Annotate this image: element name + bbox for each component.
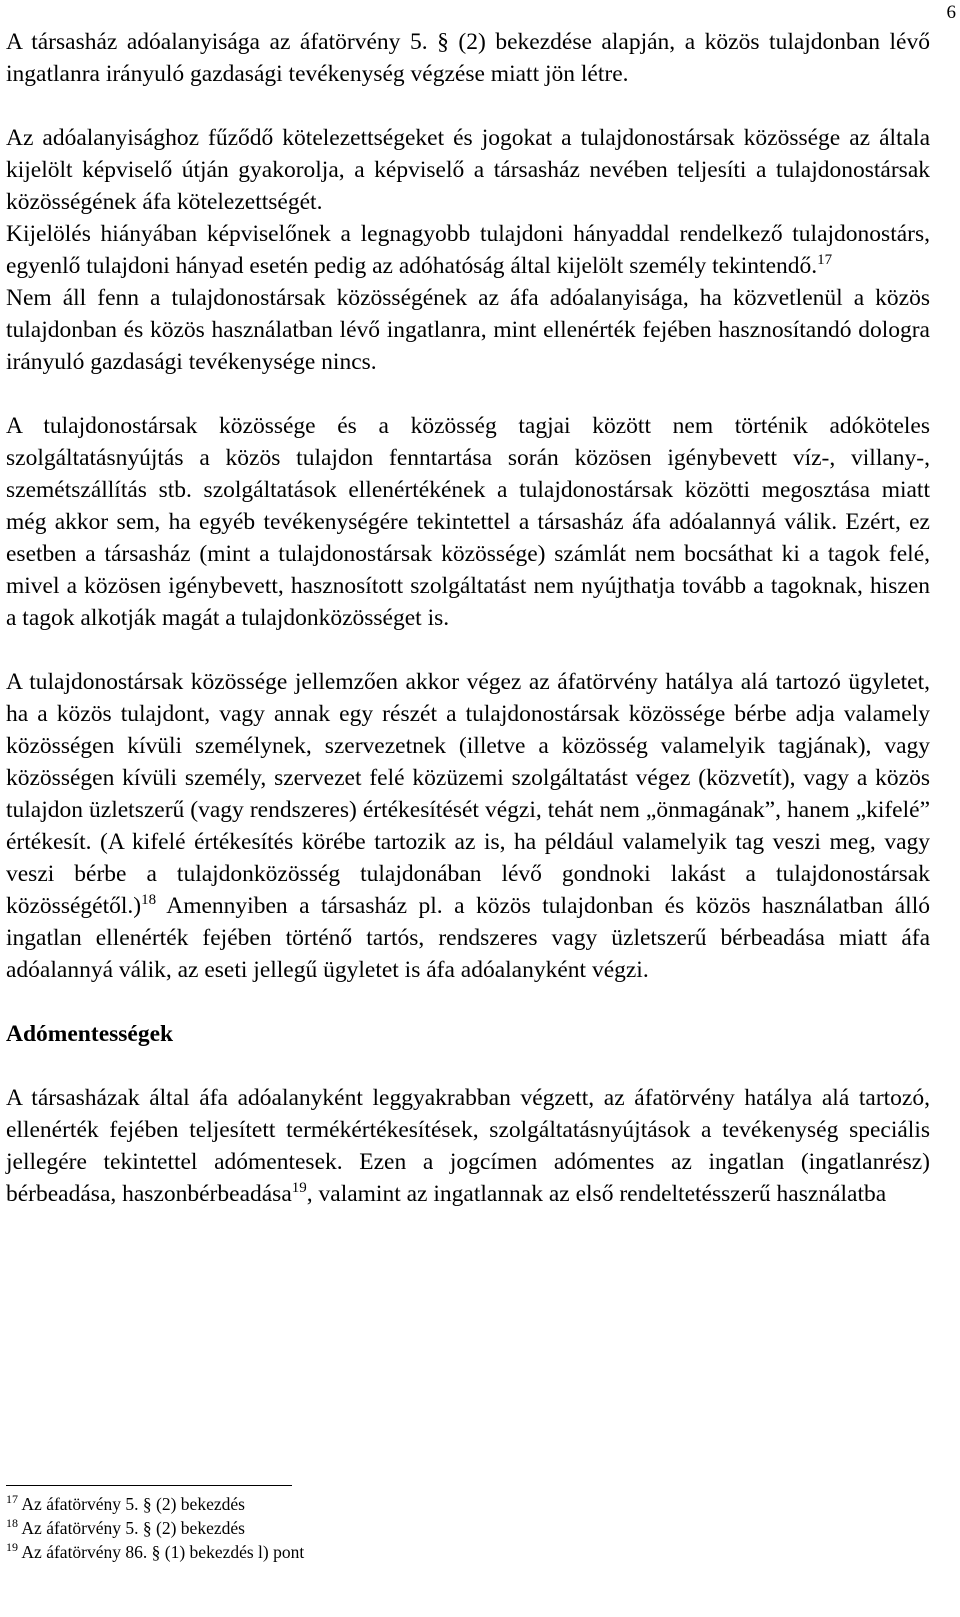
paragraph-gap [6,634,930,666]
footnote-ref-19[interactable]: 19 [291,1180,307,1197]
paragraph-text: A tulajdonostársak közössége jellemzően akkor végez az áfatörvény hatálya alá tartozó ügyletet, ha a közös tulajdont, vagy annak egy részét a tulajdonostársak közössége bérbe adja valamely közösségen kívüli személynek, szervezetnek (illetve a közösség valamelyik tagjának), vagy közösségen kívüli személy, szervezet felé közüzemi szolgáltatást végez (közvetít), vagy a közös tulajdon üzletszerű (vagy rendszeres) értékesítését végzi, tehát nem „önmagának”, hanem „kifelé” értékesít. (A kifelé értékesítés körébe tartozik az is, ha például valamelyik tag veszi meg, vagy veszi bérbe a tulajdonközösség tulajdonában lévő gondnoki lakást a tulajdonostársak közösségétől.) [6,669,930,919]
paragraph-gap [6,986,930,1018]
footnote-number: 19 [6,1540,18,1555]
paragraph-text: A társasházak által áfa adóalanyként leggyakrabban végzett, az áfatörvény hatálya alá tartozó, ellenérték fejében teljesített termékértékesítések, szolgáltatásnyújtások a tevékenység speciális jellegére tekintettel adómentesek. Ezen a jogcímen adómentes az ingatlan (ingatlanrész) bérbeadása, haszonbérbeadása [6,1085,930,1207]
footnote-text: Az áfatörvény 5. § (2) bekezdés [21,1518,245,1538]
paragraph-gap [6,378,930,410]
footnote-item [6,1540,606,1564]
footnote-text: Az áfatörvény 5. § (2) bekezdés [21,1494,245,1514]
footnote-text: Az áfatörvény 86. § (1) bekezdés l) pont [21,1542,305,1562]
paragraph-designation [6,218,930,282]
paragraph-exemptions [6,1082,930,1210]
document-body [6,26,930,1210]
footnote-ref-18[interactable]: 18 [141,892,157,909]
paragraph-internal-services [6,410,930,634]
paragraph-text: Kijelölés hiányában képviselőnek a legnagyobb tulajdoni hányaddal rendelkező tulajdonostárs, egyenlő tulajdoni hányad esetén pedig az adóhatóság által kijelölt személy tekintendő. [6,221,930,279]
paragraph-text: A tulajdonostársak közössége és a közösség tagjai között nem történik adóköteles szolgáltatásnyújtás a közös tulajdon fenntartása során közösen igénybevett víz-, villany-, szemétszállítás stb. szolgáltatások ellenértékének a tulajdonostársak közötti megosztása miatt még akkor sem, ha egyéb tevékenységére tekintettel a társasház áfa adóalannyá válik. Ezért, ez esetben a társasház (mint a tulajdonostársak közössége) számlát nem bocsáthat ki a tagok felé, mivel a közösen igénybevett, hasznosított szolgáltatást nem nyújthatja tovább a tagoknak, hiszen a tagok alkotják magát a tulajdonközösséget is. [6,413,930,631]
paragraph-text: Amennyiben a társasház pl. a közös tulajdonban és közös használatban álló ingatlan ellenérték fejében történő tartós, rendszeres vagy üzletszerű bérbeadása miatt áfa adóalannyá válik, az eseti jellegű ügyletet is áfa adóalanyként végzi. [6,893,930,983]
paragraph-taxable-transactions [6,666,930,986]
footnote-number: 17 [6,1492,18,1507]
paragraph-text: Az adóalanyisághoz fűződő kötelezettségeket és jogokat a tulajdonostársak közössége az általa kijelölt képviselő útján gyakorolja, a képviselő a társasház nevében teljesíti a tulajdonostársak közösségének áfa kötelezettségét. [6,125,930,215]
paragraph-text: A társasház adóalanyisága az áfatörvény 5. § (2) bekezdése alapján, a közös tulajdonban lévő ingatlanra irányuló gazdasági tevékenység végzése miatt jön létre. [6,29,930,87]
footnote-item [6,1492,606,1516]
footnotes [6,1492,606,1564]
paragraph-gap [6,1050,930,1082]
paragraph-vat-status [6,26,930,90]
paragraph-gap [6,90,930,122]
footnote-item [6,1516,606,1540]
section-heading: Adómentességek [6,1021,174,1047]
paragraph-text: Nem áll fenn a tulajdonostársak közösségének az áfa adóalanyisága, ha közvetlenül a közös tulajdonban és közös használatban lévő ingatlanra, mint ellenérték fejében hasznosítandó dologra irányuló gazdasági tevékenysége nincs. [6,285,930,375]
page-number: 6 [946,2,956,23]
footnote-number: 18 [6,1516,18,1531]
footnote-separator [6,1485,292,1486]
paragraph-representative [6,122,930,218]
paragraph-text: , valamint az ingatlannak az első rendeltetésszerű használatba [306,1181,887,1207]
paragraph-no-vat-status [6,282,930,378]
footnote-ref-17[interactable]: 17 [817,252,833,269]
